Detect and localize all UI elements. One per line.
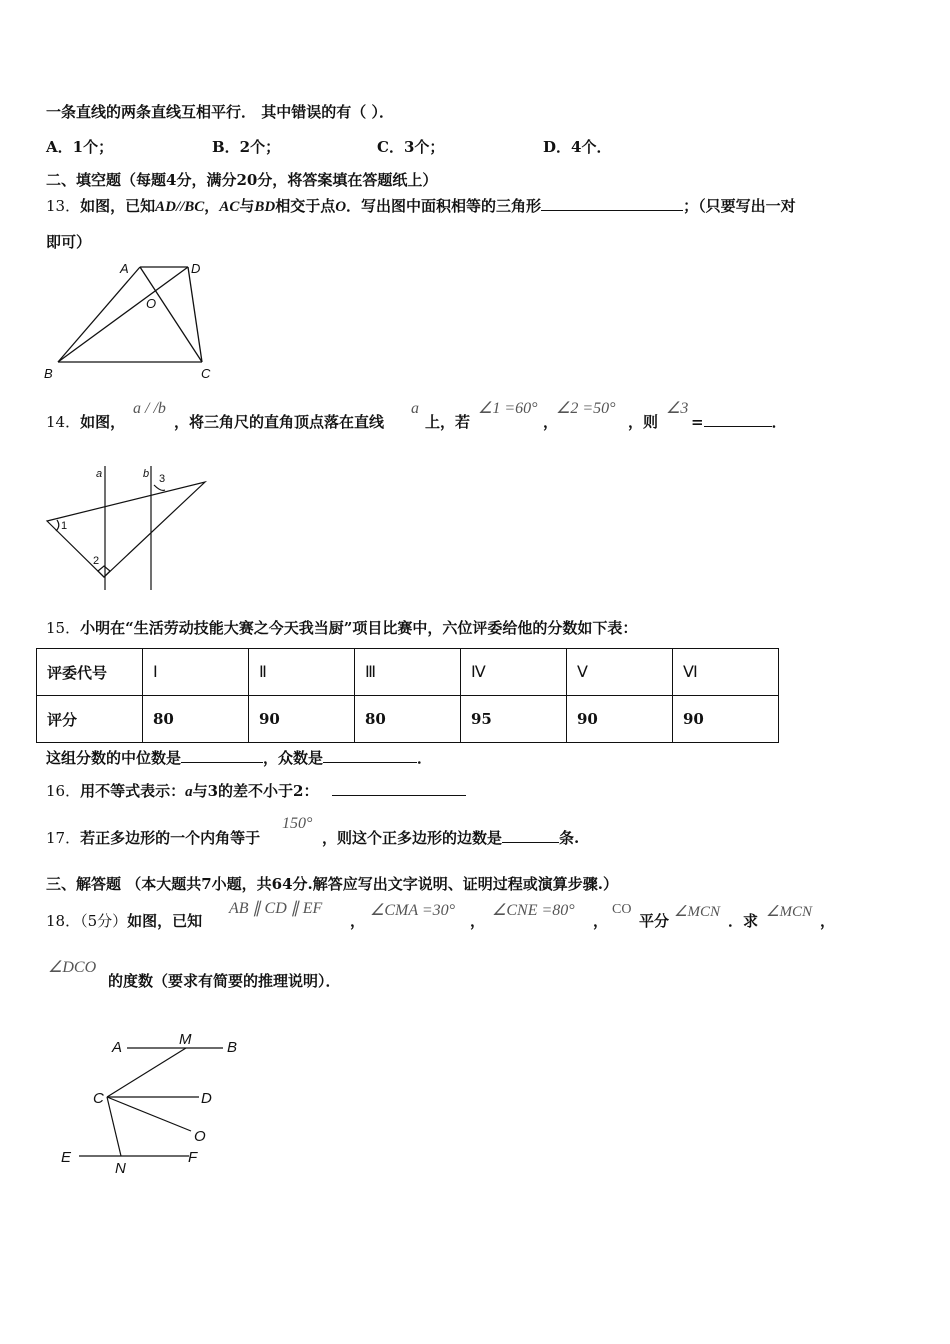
q16-var-a: a: [185, 784, 193, 800]
q18-label-n: N: [115, 1160, 126, 1177]
q18-text3: ．求: [728, 912, 759, 930]
q18-sep2: ，: [470, 912, 486, 930]
q15-answer-line: [46, 748, 432, 768]
q14-math-angle1: ∠1 =60°: [478, 400, 538, 417]
q18-sep1: ，: [350, 912, 366, 930]
q17-answer-blank[interactable]: [502, 828, 559, 843]
q18-label-o: O: [194, 1128, 206, 1145]
q17-number: 17．: [46, 829, 81, 847]
prev-question-tail: 一条直线的两条直线互相平行． 其中错误的有（ ）．: [46, 103, 394, 121]
q14-math-a-parallel-b: a / /b: [133, 400, 166, 417]
option-a: A．1个；: [46, 138, 114, 156]
q15-text: [46, 618, 637, 638]
q18-sep4: ，: [820, 912, 836, 930]
q13-number: 13．: [46, 197, 81, 215]
q13-answer-blank[interactable]: [541, 196, 683, 211]
q13-label-a: A: [120, 261, 129, 276]
q16-text2: 与3的差不小于2：: [192, 782, 319, 800]
q14-label-a: a: [96, 468, 103, 480]
q14-text2: ，将三角尺的直角顶点落在直线: [174, 413, 385, 431]
q13-intersect: 相交于点: [275, 197, 336, 215]
q18-math-co: CO: [612, 902, 632, 917]
q15-mode-blank[interactable]: [323, 748, 417, 763]
q16-number: 16．: [46, 782, 81, 800]
table-cell: 90: [249, 696, 355, 743]
table-cell: 90: [567, 696, 673, 743]
table-cell: Ⅱ: [249, 649, 355, 696]
option-d: D．4个．: [543, 138, 612, 156]
table-cell: Ⅳ: [461, 649, 567, 696]
option-b: B．2个；: [212, 138, 281, 156]
q15-median-prompt: 这组分数的中位数是: [46, 749, 182, 767]
table-row: [37, 696, 779, 743]
q18-math-mcn: ∠MCN: [674, 904, 720, 920]
table-header-judge: 评委代号: [37, 649, 143, 696]
q18-math-mcn-2: ∠MCN: [766, 904, 812, 920]
table-header-score: 评分: [37, 696, 143, 743]
q15-prompt: 小明在“生活劳动技能大赛之今天我当厨”项目比赛中，六位评委给他的分数如下表：: [80, 619, 638, 637]
q18-label-m: M: [179, 1031, 192, 1048]
table-cell: Ⅲ: [355, 649, 461, 696]
q16-text1: 用不等式表示：: [80, 782, 186, 800]
q14-equals: =: [691, 413, 704, 431]
q13-label-b: B: [44, 366, 53, 381]
q14-label-b: b: [143, 468, 150, 480]
q13-point-o: O: [335, 199, 347, 215]
q13-ad-bc: AD//BC: [155, 199, 205, 215]
q18-score: （5分）: [80, 912, 128, 930]
q17-text-start: [46, 828, 260, 848]
q14-sep1: ，: [543, 413, 559, 431]
q16-line: [46, 781, 466, 802]
q14-text3: 上，若: [425, 413, 471, 431]
q14-text-start: [46, 412, 125, 432]
q14-answer-blank[interactable]: [704, 412, 772, 427]
q18-text2: 平分: [639, 912, 670, 930]
q17-text2: ，则这个正多边形的边数是: [322, 829, 503, 847]
q18-label-e: E: [61, 1149, 72, 1166]
option-c: C．3个；: [377, 138, 445, 156]
q18-text1: 如图，已知: [127, 912, 203, 930]
q18-math-parallel: AB ∥ CD ∥ EF: [229, 900, 323, 917]
table-cell: 95: [461, 696, 567, 743]
q18-number: 18．: [46, 912, 81, 930]
q14-math-a: a: [411, 400, 419, 417]
q18-math-cne: ∠CNE =80°: [492, 902, 575, 919]
q14-period: ．: [771, 413, 787, 431]
table-cell: Ⅵ: [673, 649, 779, 696]
q14-answer: [691, 412, 787, 432]
q18-label-a: A: [112, 1039, 123, 1056]
q14-math-angle2: ∠2 =50°: [556, 400, 616, 417]
q13-label-c: C: [201, 366, 211, 381]
q18-label-c: C: [93, 1090, 104, 1107]
section-3-heading: 三、解答题 （本大题共7小题，共64分.解答应写出文字说明、证明过程或演算步骤.）: [46, 875, 618, 893]
q18-parallel-lines-figure: [55, 1025, 255, 1180]
table-cell: 90: [673, 696, 779, 743]
q17-text-end: [322, 828, 579, 848]
q13-note: ；（只要写出一对: [683, 197, 796, 215]
q17-math-150: 150°: [282, 815, 313, 832]
q18-text-start: [46, 911, 202, 931]
q13-label-o: O: [146, 296, 157, 311]
q13-label-d: D: [191, 261, 201, 276]
q14-math-angle3: ∠3: [666, 400, 689, 417]
q14-label-angle1: 1: [61, 520, 68, 532]
q14-label-angle2: 2: [93, 555, 100, 567]
q13-trapezoid-figure: [40, 258, 230, 383]
q13-line2: 即可）: [46, 233, 92, 251]
q14-set-square-figure: [40, 462, 220, 594]
table-cell: 80: [355, 696, 461, 743]
table-cell: Ⅴ: [567, 649, 673, 696]
q13-prompt: ．写出图中面积相等的三角形: [346, 197, 542, 215]
q13-and: 与: [239, 197, 255, 215]
q14-text1: 如图，: [80, 413, 126, 431]
q18-text4: 的度数（要求有简要的推理说明）．: [108, 972, 341, 990]
q18-label-f: F: [188, 1149, 198, 1166]
q14-label-angle3: 3: [159, 473, 166, 485]
q13-text: 如图，已知: [80, 197, 156, 215]
q15-median-blank[interactable]: [181, 748, 263, 763]
q18-label-b: B: [227, 1039, 238, 1056]
q13-comma: ，: [204, 197, 220, 215]
q14-number: 14．: [46, 413, 81, 431]
section-2-heading: 二、填空题（每题4分，满分20分，将答案填在答题纸上）: [46, 171, 438, 189]
q15-mode-prompt: ，众数是: [263, 749, 324, 767]
q17-text1: 若正多边形的一个内角等于: [80, 829, 261, 847]
table-cell: 80: [143, 696, 249, 743]
q15-score-table: [36, 648, 779, 743]
q16-answer-blank[interactable]: [332, 781, 466, 796]
q13-line1: [46, 196, 796, 217]
q13-ac: AC: [219, 199, 240, 215]
table-row: [37, 649, 779, 696]
q13-bd: BD: [254, 199, 276, 215]
q15-number: 15．: [46, 619, 81, 637]
q18-math-dco: ∠DCO: [48, 959, 97, 976]
q17-text3: 条.: [559, 829, 580, 847]
q18-label-d: D: [201, 1090, 212, 1107]
q18-sep3: ，: [593, 912, 609, 930]
q14-text4: ，则: [628, 413, 659, 431]
q15-period: ．: [417, 749, 433, 767]
table-cell: Ⅰ: [143, 649, 249, 696]
q18-math-cma: ∠CMA =30°: [370, 902, 456, 919]
